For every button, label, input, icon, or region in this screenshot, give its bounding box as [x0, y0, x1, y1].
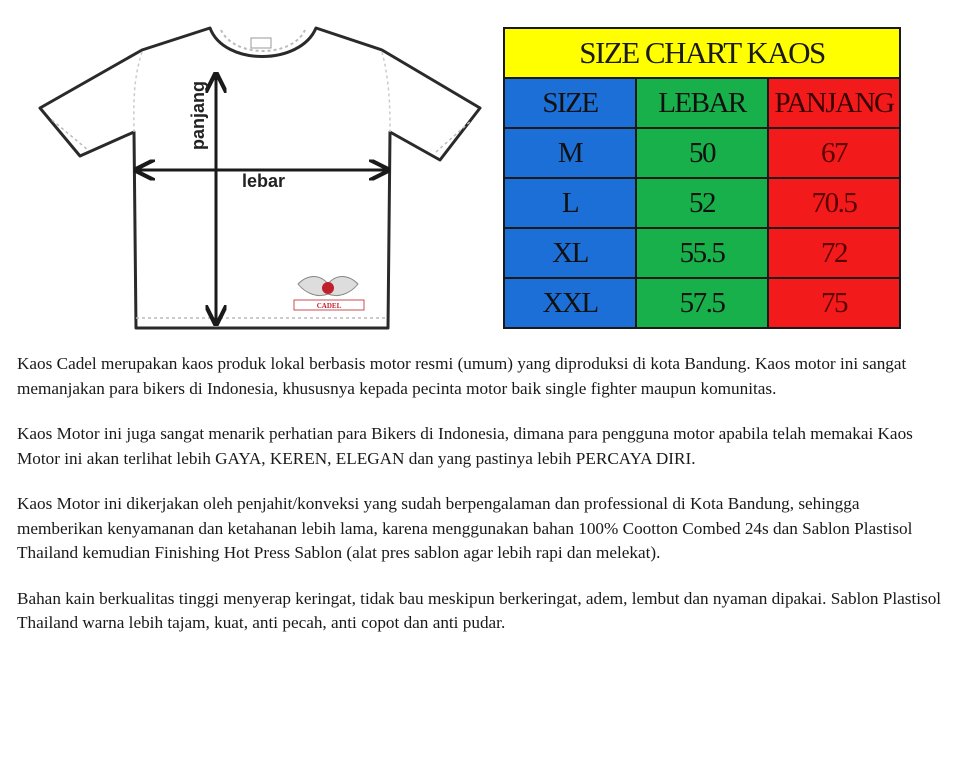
size-cell: L [505, 179, 637, 227]
panjang-cell: 70.5 [769, 179, 899, 227]
size-cell: XL [505, 229, 637, 277]
size-row-xl [505, 229, 899, 279]
length-label: panjang [188, 80, 208, 150]
logo-text: CADEL [316, 302, 342, 310]
panjang-cell: 75 [769, 279, 899, 327]
description-paragraph-1: Kaos Cadel merupakan kaos produk lokal berbasis motor resmi (umum) yang diproduksi di kota Bandung. Kaos motor ini sangat memanjakan para bikers di Indonesia, khususnya kepada pecinta motor baik single fighter maupun komunitas. [17, 354, 907, 398]
size-chart-title: SIZE CHART KAOS [505, 29, 899, 79]
size-cell: XXL [505, 279, 637, 327]
size-row-l [505, 179, 899, 229]
neck-label [251, 38, 271, 48]
panjang-cell: 67 [769, 129, 899, 177]
description-paragraph-2: Kaos Motor ini juga sangat menarik perhatian para Bikers di Indonesia, dimana para pengguna motor apabila telah memakai Kaos Motor ini akan terlihat lebih GAYA, KEREN, ELEGAN dan yang pastinya lebih PERCAYA DIRI. [17, 424, 913, 468]
lebar-cell: 55.5 [637, 229, 769, 277]
lebar-cell: 50 [637, 129, 769, 177]
width-label: lebar [242, 171, 286, 191]
description-paragraph-3: Kaos Motor ini dikerjakan oleh penjahit/konveksi yang sudah berpengalaman dan professional di Kota Bandung, sehingga memberikan kenyamanan dan ketahanan lebih lama, karena menggunakan bahan 100% Cootton Combed 24s dan Sablon Plastisol Thailand kemudian Finishing Hot Press Sablon (alat pres sablon agar lebih rapi dan melekat). [17, 494, 913, 562]
tshirt-measurement-illustration [38, 22, 486, 334]
size-cell: M [505, 129, 637, 177]
lebar-cell: 57.5 [637, 279, 769, 327]
panjang-cell: 72 [769, 229, 899, 277]
header-panjang: PANJANG [769, 79, 899, 127]
size-chart-header-row [505, 79, 899, 129]
size-chart-table [503, 27, 901, 329]
size-row-xxl [505, 279, 899, 327]
size-row-m [505, 129, 899, 179]
product-description [17, 352, 947, 657]
description-paragraph-4: Bahan kain berkualitas tinggi menyerap keringat, tidak bau meskipun berkeringat, adem, lembut dan nyaman dipakai. Sablon Plastisol Thailand warna lebih tajam, kuat, anti pecah, anti copot dan anti pudar. [17, 588, 942, 632]
lebar-cell: 52 [637, 179, 769, 227]
header-size: SIZE [505, 79, 637, 127]
header-lebar: LEBAR [637, 79, 769, 127]
